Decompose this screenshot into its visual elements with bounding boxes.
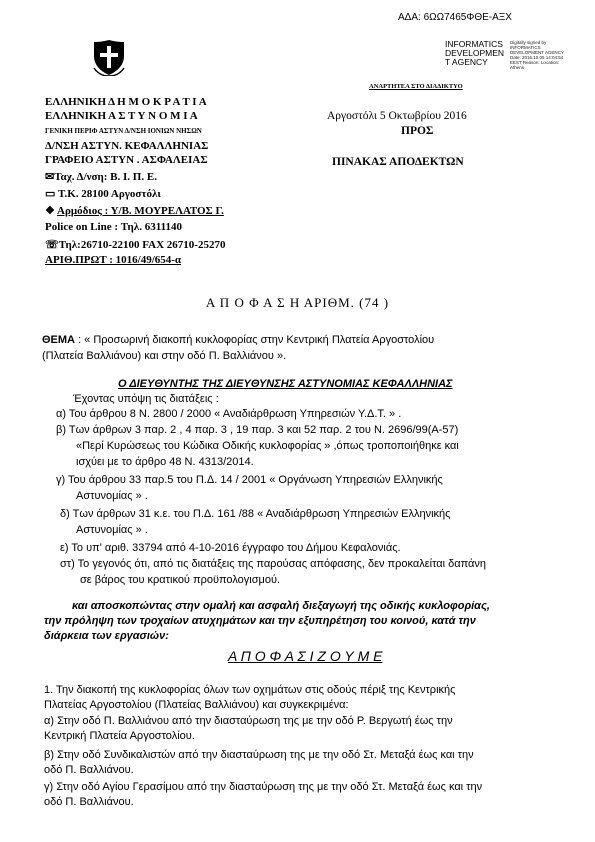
digital-signature-details: Digitally signed by INFORMATICS DEVELOPMENT AGENCY Date: 2016.10.05 14:04:54 EEST Reason: Location: Athens bbox=[510, 40, 564, 70]
document-title: Α Π Ο Φ Α Σ Η ΑΡΙΘΜ. (74 ) bbox=[205, 295, 390, 310]
director-heading: Ο ΔΙΕΥΘΥΝΤΗΣ ΤΗΣ ΔΙΕΥΘΥΝΣΗΣ ΑΣΤΥΝΟΜΙΑΣ ΚΕΦΑΛΛΗΝΙΑΣ bbox=[118, 378, 453, 390]
decision-1-line1: 1. Την διακοπή της κυκλοφορίας όλων των οχημάτων στις οδούς πέριξ της Κεντρικής bbox=[44, 684, 456, 696]
recipients-table-label: ΠΙΝΑΚΑΣ ΑΠΟΔΕΚΤΩΝ bbox=[332, 156, 464, 168]
provision-st-line1: στ) Το γεγονός ότι, από τις διατάξεις της παρούσας απόφασης, δεν προκαλείται δαπάνη bbox=[60, 558, 487, 570]
header-directorate: Δ/ΝΣΗ ΑΣΤΥΝ. ΚΕΦΑΛΛΗΝΙΑΣ bbox=[45, 140, 209, 152]
provision-b-line1: β) Των άρθρων 3 παρ. 2 , 4 παρ. 3 , 19 παρ. 3 και 52 παρ. 2 του Ν. 2696/99(Α-57) bbox=[56, 424, 459, 436]
header-postcode: ▭ Τ.Κ. 28100 Αργοστόλι bbox=[45, 188, 161, 200]
provision-a: α) Του άρθρου 8 Ν. 2800 / 2000 « Αναδιάρθρωση Υπηρεσιών Υ.Δ.Τ. » . bbox=[56, 408, 402, 420]
provision-b-line3: ισχύει με το άρθρο 48 Ν. 4313/2014. bbox=[76, 456, 254, 468]
considering-line-3: διάρκεια των εργασιών: bbox=[44, 630, 169, 642]
header-general-directorate: ΓΕΝΙΚΗ ΠΕΡΙΦ ΑΣΤΥΝ Δ/ΝΣΗ ΙΟΝΙΩΝ ΝΗΣΩΝ bbox=[45, 127, 202, 135]
provision-c-line1: γ) Του άρθρου 33 παρ.5 του Π.Δ. 14 / 2001 « Οργάνωση Υπηρεσιών Ελληνικής bbox=[56, 474, 443, 486]
decide-heading: Α Π Ο Φ Α Σ Ι Ζ Ο Υ Μ Ε bbox=[228, 648, 383, 664]
decision-1-line2: Πλατείας Αργοστολίου (Πλατείας Βαλλιάνου) και συγκεκριμένα: bbox=[44, 699, 349, 711]
decision-a-line2: Κεντρική Πλατεία Αργοστολίου. bbox=[44, 730, 195, 742]
subject-line-1: ΘΕΜΑ : « Προσωρινή διακοπή κυκλοφορίας στην Κεντρική Πλατεία Αργοστολίου bbox=[42, 334, 435, 346]
header-office: ΓΡΑΦΕΙΟ ΑΣΤΥΝ . ΑΣΦΑΛΕΙΑΣ bbox=[45, 154, 208, 166]
provision-d-line1: δ) Των άρθρων 31 κ.ε. του Π.Δ. 161 /88 « Αναδιάρθρωση Υπηρεσιών Ελληνικής bbox=[60, 508, 451, 520]
header-responsible: ❖ Αρμόδιος : Υ/Β. ΜΟΥΡΕΛΑΤΟΣ Γ. bbox=[45, 205, 224, 217]
provision-c-line2: Αστυνομίας » . bbox=[76, 490, 148, 502]
posting-note: ΑΝΑΡΤΗΤΕΑ ΣΤΟ ΔΙΑΔΙΚΤΥΟ bbox=[369, 83, 463, 90]
person-icon: ❖ bbox=[45, 205, 58, 217]
header-phone: ☏Τηλ:26710-22100 FAX 26710-25270 bbox=[45, 239, 226, 251]
pros-label: ΠΡΟΣ bbox=[401, 125, 434, 137]
provision-st-line2: σε βάρος του κρατικού προϋπολογισμού. bbox=[80, 574, 281, 586]
header-police-online: Police on Line : Τηλ. 6311140 bbox=[45, 221, 182, 233]
decision-c-line1: γ) Στην οδό Αγίου Γερασίμου από την διασταύρωση της με την οδό Στ. Μεταξά έως και την bbox=[44, 781, 483, 793]
considering-line-1: και αποσκοπώντας στην ομαλή και ασφαλή διεξαγωγή της οδικής κυκλοφορίας, bbox=[72, 600, 490, 612]
provision-d-line2: Αστυνομίας » . bbox=[76, 524, 148, 536]
envelope-icon: ✉ bbox=[45, 171, 55, 183]
header-police: ΕΛΛΗΝΙΚΗ Α Σ Τ Υ Ν Ο Μ Ι Α bbox=[45, 110, 198, 122]
decision-c-line2: οδό Π. Βαλλιάνου. bbox=[44, 796, 134, 808]
header-republic: ΕΛΛΗΝΙΚΗ Δ Η Μ Ο Κ Ρ Α Τ Ι Α bbox=[45, 96, 207, 108]
considering-line-2: την πρόληψη των τροχαίων ατυχημάτων και την εξυπηρέτηση του κοινού, κατά την bbox=[44, 615, 476, 627]
decision-a-line1: α) Στην οδό Π. Βαλλιάνου από την διασταύρωση της με την οδό Ρ. Βεργωτή έως την bbox=[44, 715, 453, 727]
having-in-mind: Έχοντας υπόψη τις διατάξεις : bbox=[73, 393, 219, 405]
document-date: Αργοστόλι 5 Οκτωβρίου 2016 bbox=[327, 110, 467, 122]
postbox-icon: ▭ bbox=[45, 188, 58, 200]
provision-e: ε) Το υπ' αριθ. 33794 από 4-10-2016 έγγραφο του Δήμου Κεφαλονιάς. bbox=[60, 542, 401, 554]
decision-b-line2: οδό Π. Βαλλιάνου. bbox=[44, 764, 134, 776]
header-protocol-number: ΑΡΙΘ.ΠΡΩΤ : 1016/49/654-α bbox=[45, 254, 182, 266]
phone-icon: ☏ bbox=[45, 239, 59, 251]
decision-b-line1: β) Στην οδό Συνδικαλιστών από την διασταύρωση της με την οδό Στ. Μεταξά έως και την bbox=[44, 749, 474, 761]
subject-line-2: (Πλατεία Βαλλιάνου) και στην οδό Π. Βαλλιάνου ». bbox=[42, 350, 287, 362]
ada-code: ΑΔΑ: 6ΩΩ7465ΦΘΕ-ΑΞΧ bbox=[398, 12, 512, 23]
greek-emblem-icon bbox=[92, 38, 126, 76]
provision-b-line2: «Περί Κυρώσεως του Κώδικα Οδικής κυκλοφορίας » ,όπως τροποποιήθηκε και bbox=[76, 440, 459, 452]
header-address: ✉Ταχ. Δ/νση: Β. Ι. Π. Ε. bbox=[45, 171, 157, 183]
digital-signature-org: INFORMATICS DEVELOPMEN T AGENCY bbox=[445, 39, 505, 67]
